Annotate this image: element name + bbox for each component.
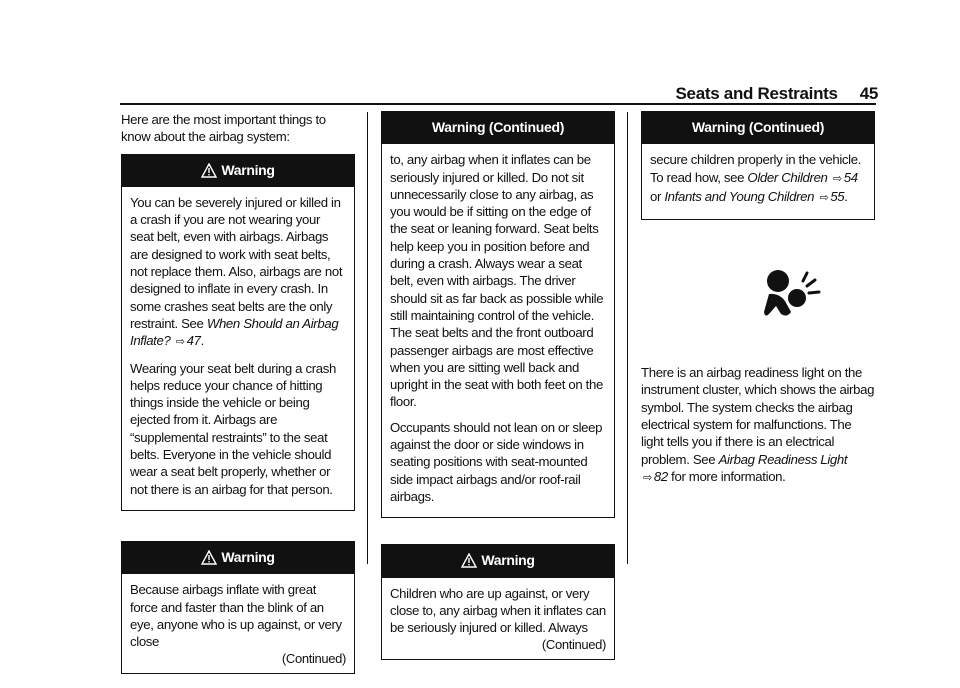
warning-paragraph: Wearing your seat belt during a crash helps reduce your chance of hitting things inside the vehicle or being ejected from it. Airbags are “supplemental restraints” to the seat belts. Everyone in the vehicle should wear a seat belt properly, whether or not there is an airbag for that person. xyxy=(130,360,336,497)
page-ref-icon: ⇨ xyxy=(175,336,185,349)
page-ref-icon: ⇨ xyxy=(819,191,829,204)
warning-box-continued xyxy=(381,111,615,518)
airbag-readiness-paragraph: There is an airbag readiness light on the instrument cluster, which shows the airbag symbol. The system checks the airbag electrical system for malfunctions. The light tells you if there is an electrical problem. See Airbag Readiness Light ⇨ 82 for more information. xyxy=(641,365,875,484)
column-2 xyxy=(381,111,615,674)
warning-paragraph: Children who are up against, or very close to, any airbag when it inflates can be seriously injured or killed. Always xyxy=(390,585,606,636)
column-divider-2 xyxy=(627,112,628,564)
page-ref[interactable]: 55 xyxy=(830,188,845,204)
warning-header xyxy=(122,155,354,187)
warning-header xyxy=(122,542,354,574)
warning-paragraph: secure children properly in the vehicle. To read how, see Older Children ⇨ 54 or Infants and Young Children ⇨ 55. xyxy=(650,152,862,204)
page-ref-icon: ⇨ xyxy=(832,172,842,185)
cross-reference-link[interactable]: Airbag Readiness Light xyxy=(718,451,848,467)
cross-reference-link[interactable]: When Should an Airbag Inflate? xyxy=(130,315,339,349)
warning-box-continued xyxy=(641,111,875,220)
cross-reference-link[interactable]: Older Children xyxy=(747,169,828,185)
page-number: 45 xyxy=(859,84,878,103)
warning-box-2 xyxy=(121,541,355,674)
column-3 xyxy=(641,111,875,495)
warning-header: Warning (Continued) xyxy=(642,112,874,144)
warning-icon xyxy=(201,550,217,565)
continued-label: (Continued) xyxy=(541,637,606,653)
warning-box-3 xyxy=(381,544,615,659)
warning-title: Warning xyxy=(221,161,275,178)
column-1 xyxy=(121,111,355,688)
page-header xyxy=(676,84,879,104)
warning-icon xyxy=(201,163,217,178)
intro-text: Here are the most important things to know about the airbag system: xyxy=(121,112,326,145)
section-title: Seats and Restraints xyxy=(675,84,838,103)
warning-paragraph: Occupants should not lean on or sleep against the door or side windows in seating positions with seat-mounted side impact airbags and/or roof-rail airbags. xyxy=(390,419,603,504)
warning-box-1 xyxy=(121,154,355,511)
cross-reference-link[interactable]: Infants and Young Children xyxy=(664,188,815,204)
page-ref[interactable]: 82 xyxy=(653,468,668,484)
warning-header xyxy=(382,545,614,577)
warning-paragraph: Because airbags inflate with great force and faster than the blink of an eye, anyone who is up against, or very close xyxy=(130,582,342,650)
page-ref-icon: ⇨ xyxy=(643,471,652,484)
warning-paragraph: to, any airbag when it inflates can be seriously injured or killed. Do not sit unnecessarily close to any airbag, as you would be if sitting on the edge of the seat or leaning forward. Seat belts help keep you in position before and during a crash. Always wear a seat belt, even with airbags. The driver should sit as far back as possible while still maintaining control of the vehicle. The seat belts and the front outboard passenger airbags are most effective when you are sitting well back and upright in the seat with both feet on the floor. xyxy=(390,152,604,410)
warning-header: Warning (Continued) xyxy=(382,112,614,144)
column-divider-1 xyxy=(367,112,368,564)
warning-title: Warning xyxy=(481,552,535,569)
warning-paragraph: You can be severely injured or killed in a crash if you are not wearing your seat belt, even with airbags. Airbags are designed to work with seat belts, not replace them. Also, airbags are not designed to inflate in every crash. In some crashes seat belts are the only restraint. See When Should an Airbag Inflate? ⇨ 47. xyxy=(130,194,343,349)
airbag-readiness-icon xyxy=(763,268,821,324)
header-rule xyxy=(120,103,876,105)
page-ref[interactable]: 54 xyxy=(843,169,858,185)
continued-label: (Continued) xyxy=(281,651,346,667)
warning-icon xyxy=(461,553,477,568)
warning-title: Warning xyxy=(221,548,275,565)
page-ref[interactable]: 47 xyxy=(186,333,201,349)
